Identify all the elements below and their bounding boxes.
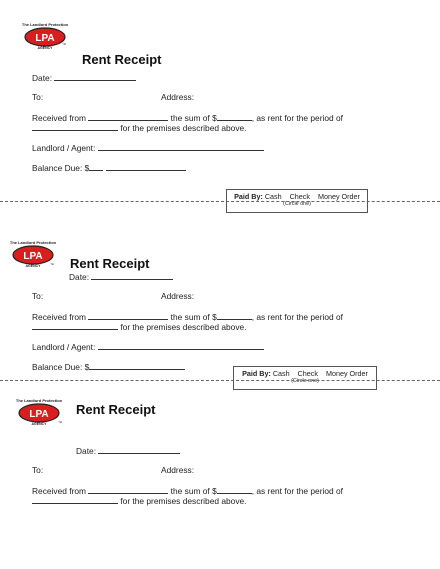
receipt-title: Rent Receipt <box>82 52 162 67</box>
balance-blank-short <box>89 162 103 171</box>
received-from-label: Received from <box>32 312 86 322</box>
payment-options: Cash Check Money Order <box>272 369 368 378</box>
received-from-blank <box>88 311 168 320</box>
landlord-line <box>32 142 264 153</box>
address-label: Address: <box>161 92 195 102</box>
to-label: To: <box>32 291 44 301</box>
to-label: To: <box>32 92 44 102</box>
to-label: To: <box>32 465 44 475</box>
landlord-label: Landlord / Agent: <box>32 342 96 352</box>
period-line <box>32 495 247 506</box>
date-line <box>76 445 180 456</box>
sum-blank <box>217 311 252 320</box>
cut-line-1 <box>0 201 440 202</box>
landlord-blank <box>98 142 264 151</box>
date-label: Date: <box>32 73 53 83</box>
circle-one-note: (Circle one) <box>283 201 311 207</box>
logo-sub-text: AGENCY <box>37 46 53 50</box>
logo-text: LPA <box>23 251 43 262</box>
as-rent-label: , as rent for the period of <box>251 486 343 496</box>
paid-by-label: Paid By: <box>234 192 263 201</box>
balance-line <box>32 162 186 173</box>
landlord-blank <box>98 341 264 350</box>
period-blank <box>32 321 118 330</box>
circle-one-note: (Circle one) <box>291 378 319 384</box>
logo-arc-text: The Landlord Protection <box>16 398 62 403</box>
received-from-label: Received from <box>32 486 86 496</box>
as-rent-label: , as rent for the period of <box>251 312 343 322</box>
address-label: Address: <box>161 465 195 475</box>
sum-of-label: the sum of $ <box>170 486 217 496</box>
landlord-label: Landlord / Agent: <box>32 143 96 153</box>
balance-line <box>32 361 185 372</box>
receipt-title: Rent Receipt <box>76 402 156 417</box>
received-from-blank <box>88 112 168 121</box>
balance-blank-long <box>106 162 186 171</box>
sum-blank <box>217 485 252 494</box>
receipt-title: Rent Receipt <box>70 256 150 271</box>
premises-label: for the premises described above. <box>120 123 247 133</box>
date-blank <box>91 271 173 280</box>
period-blank <box>32 122 118 131</box>
sum-blank <box>217 112 252 121</box>
logo-sub-text: AGENCY <box>31 422 47 426</box>
landlord-line <box>32 341 264 352</box>
balance-label: Balance Due: $ <box>32 163 90 173</box>
logo-tm: ™ <box>62 42 66 47</box>
premises-label: for the premises described above. <box>120 322 247 332</box>
logo-arc-text: The Landlord Protection <box>22 22 68 27</box>
logo-arc-text: The Landlord Protection <box>10 240 56 245</box>
period-line <box>32 122 247 133</box>
payment-options: Cash Check Money Order <box>264 192 360 201</box>
balance-label: Balance Due: $ <box>32 362 90 372</box>
paid-by-box <box>233 366 377 390</box>
address-label: Address: <box>161 291 195 301</box>
sum-of-label: the sum of $ <box>170 312 217 322</box>
period-line <box>32 321 247 332</box>
cut-line-2 <box>0 380 440 381</box>
date-blank <box>98 445 180 454</box>
logo-sub-text: AGENCY <box>25 264 41 268</box>
date-label: Date: <box>76 446 97 456</box>
period-blank <box>32 495 118 504</box>
logo-text: LPA <box>29 409 49 420</box>
received-from-label: Received from <box>32 113 86 123</box>
date-blank <box>54 72 136 81</box>
as-rent-label: , as rent for the period of <box>251 113 343 123</box>
date-label: Date: <box>69 272 90 282</box>
logo-tm: ™ <box>50 262 54 267</box>
premises-label: for the premises described above. <box>120 496 247 506</box>
sum-of-label: the sum of $ <box>170 113 217 123</box>
logo-tm: ™ <box>58 420 62 425</box>
balance-blank <box>89 361 185 370</box>
paid-by-row <box>234 369 376 378</box>
date-line <box>32 72 136 83</box>
lpa-logo <box>16 396 62 426</box>
logo-text: LPA <box>35 33 55 44</box>
date-line <box>69 271 173 282</box>
paid-by-label: Paid By: <box>242 369 271 378</box>
paid-by-row <box>227 192 367 201</box>
received-from-blank <box>88 485 168 494</box>
